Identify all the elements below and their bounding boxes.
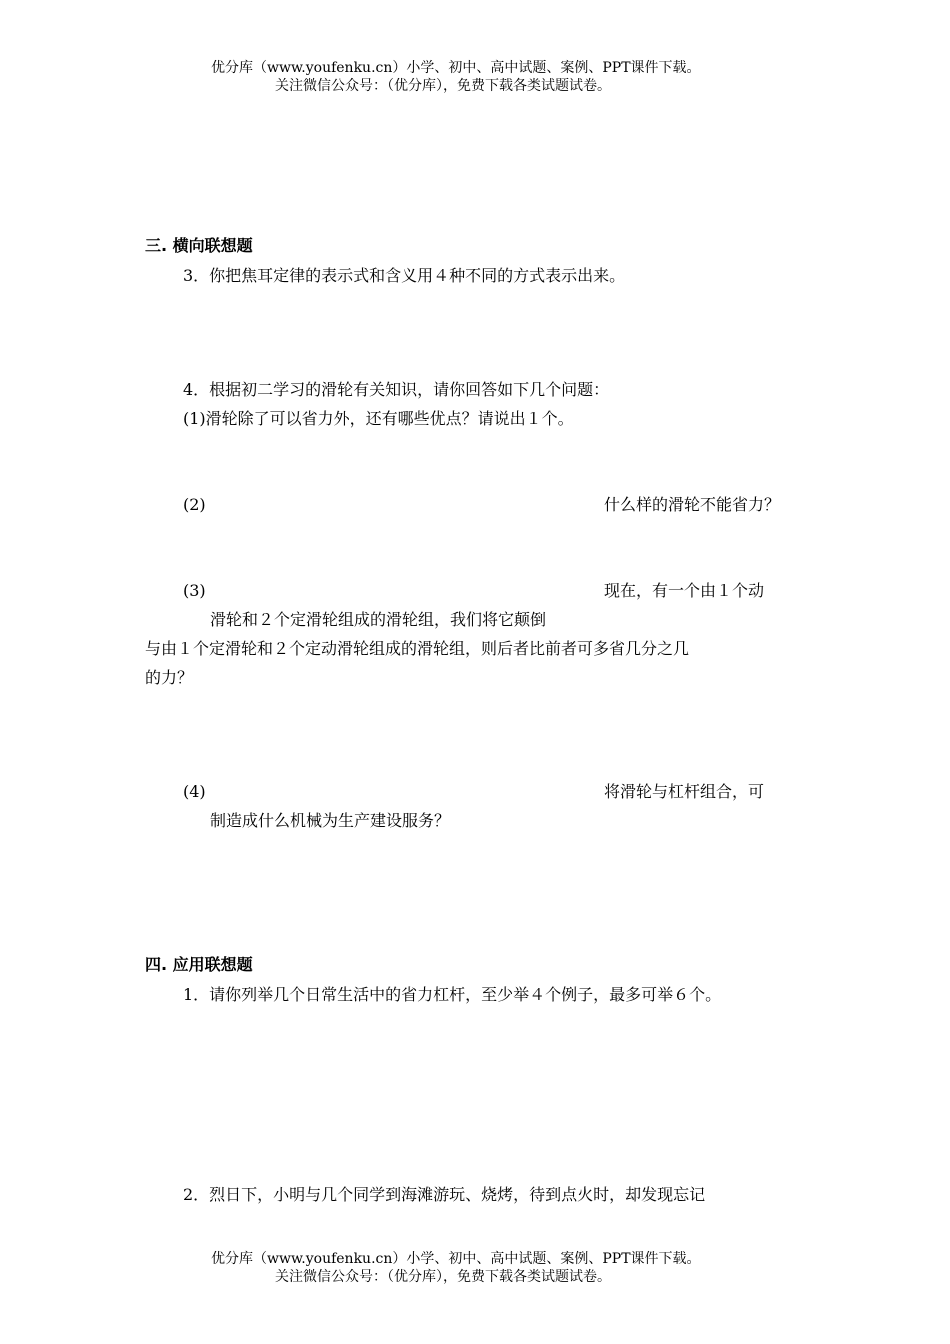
question-4-part-3-text-b: 滑轮和２个定滑轮组成的滑轮组，我们将它颠倒 — [210, 610, 547, 629]
section-4-question-2: 2．烈日下，小明与几个同学到海滩游玩、烧烤，待到点火时，却发现忘记 — [183, 1185, 706, 1204]
section-4-question-1: 1．请你列举几个日常生活中的省力杠杆，至少举４个例子，最多可举６个。 — [183, 985, 722, 1004]
section-3-heading: 三. 横向联想题 — [145, 236, 253, 255]
question-4-part-3-text-d: 的力？ — [145, 668, 194, 687]
question-4-part-4-text-b: 制造成什么机械为生产建设服务？ — [210, 811, 451, 830]
header-line-2: 关注微信公众号：（优分库），免费下载各类试题试卷。 — [275, 78, 611, 94]
question-4-part-4-text-a: 将滑轮与杠杆组合，可 — [604, 782, 765, 801]
footer-line-2: 关注微信公众号：（优分库），免费下载各类试题试卷。 — [275, 1269, 611, 1285]
footer-line-1: 优分库（www.youfenku.cn）小学、初中、高中试题、案例、PPT课件下载。 — [211, 1251, 701, 1267]
question-4-part-4-number: (4) — [183, 782, 206, 801]
question-3: 3．你把焦耳定律的表示式和含义用４种不同的方式表示出来。 — [183, 266, 626, 285]
header-line-1: 优分库（www.youfenku.cn）小学、初中、高中试题、案例、PPT课件下载。 — [211, 60, 701, 76]
question-4-part-2-number: (2) — [183, 495, 206, 514]
section-4-heading: 四. 应用联想题 — [145, 955, 253, 974]
question-4-intro: 4．根据初二学习的滑轮有关知识，请你回答如下几个问题： — [183, 380, 610, 399]
question-4-part-3-text-a: 现在，有一个由１个动 — [604, 581, 765, 600]
question-4-part-3-number: (3) — [183, 581, 206, 600]
question-4-part-2-text: 什么样的滑轮不能省力？ — [604, 495, 781, 514]
question-4-part-3-text-c: 与由１个定滑轮和２个定动滑轮组成的滑轮组，则后者比前者可多省几分之几 — [145, 639, 690, 658]
question-4-part-1: (1)滑轮除了可以省力外，还有哪些优点？请说出１个。 — [183, 409, 574, 428]
